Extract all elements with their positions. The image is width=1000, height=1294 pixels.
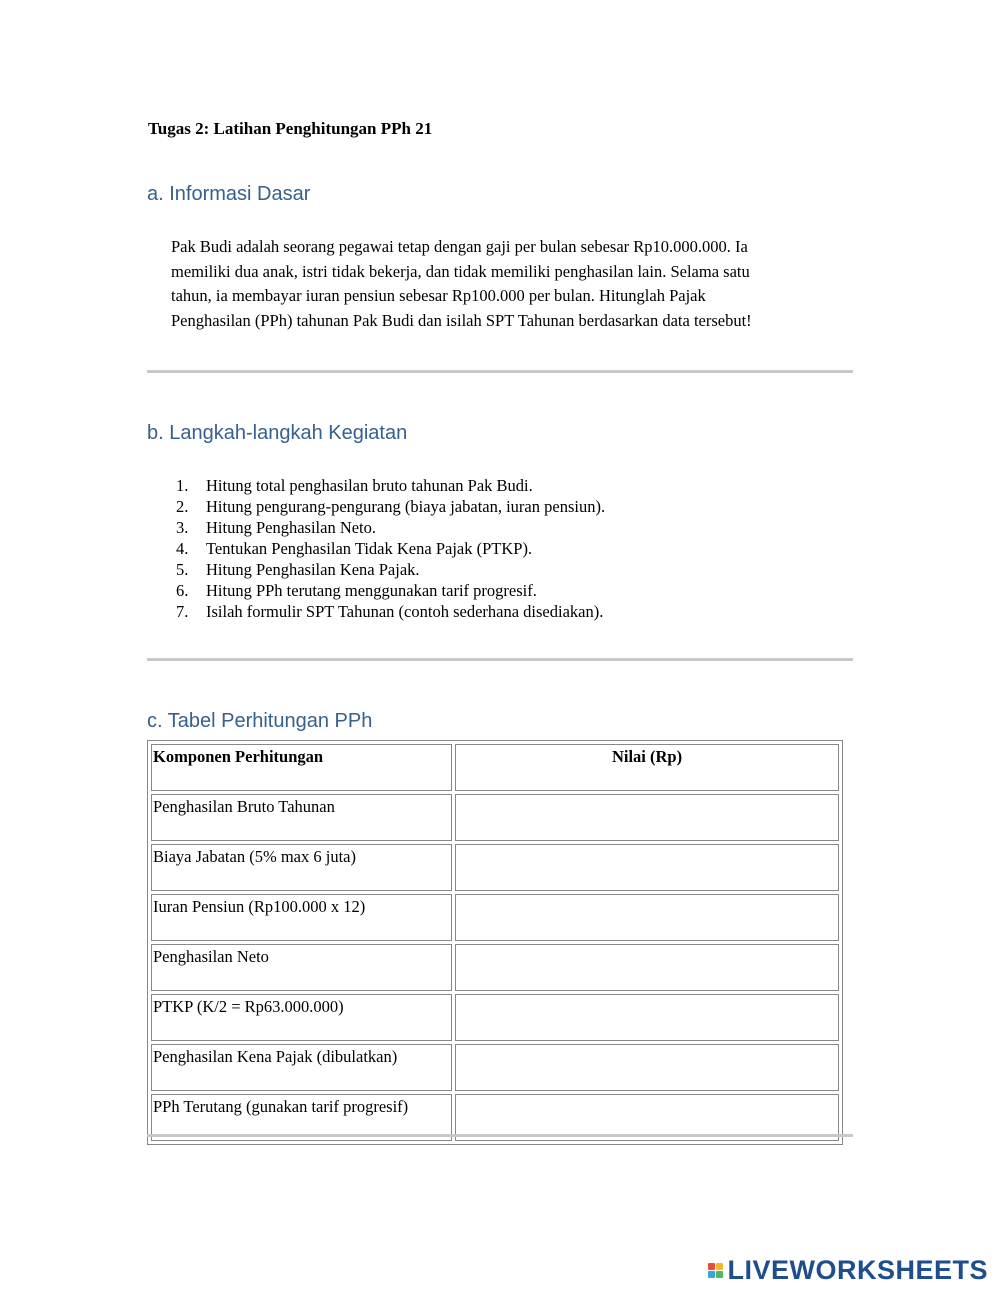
- logo-mark-icon: [708, 1263, 723, 1278]
- step-item: [176, 559, 605, 580]
- value-input-cell[interactable]: [455, 794, 839, 841]
- section-a-heading: a. Informasi Dasar: [147, 183, 311, 205]
- row-label: PTKP (K/2 = Rp63.000.000): [151, 994, 452, 1041]
- divider: [147, 658, 853, 661]
- divider: [147, 1134, 853, 1137]
- paragraph-line: tahun, ia membayar iuran pensiun sebesar Rp100.000 per bulan. Hitunglah Pajak: [171, 286, 706, 305]
- row-label: Biaya Jabatan (5% max 6 juta): [151, 844, 452, 891]
- step-text: Hitung pengurang-pengurang (biaya jabatan, iuran pensiun).: [206, 497, 606, 516]
- pph-calculation-table: [147, 740, 843, 1145]
- table-row: [151, 894, 839, 941]
- logo-text: LIVEWORKSHEETS: [727, 1255, 988, 1285]
- step-item: [176, 580, 605, 601]
- row-label: Penghasilan Bruto Tahunan: [151, 794, 452, 841]
- table-header-row: [151, 744, 839, 791]
- value-input-cell[interactable]: [455, 944, 839, 991]
- step-text: Hitung Penghasilan Kena Pajak.: [206, 560, 420, 579]
- step-text: Hitung total penghasilan bruto tahunan Pak Budi.: [206, 476, 533, 495]
- step-item: [176, 475, 605, 496]
- row-label: Penghasilan Kena Pajak (dibulatkan): [151, 1044, 452, 1091]
- section-b-heading: b. Langkah-langkah Kegiatan: [147, 422, 408, 444]
- step-item: [176, 496, 605, 517]
- value-input-cell[interactable]: [455, 894, 839, 941]
- logo-square: [708, 1271, 715, 1278]
- step-item: [176, 538, 605, 559]
- logo-square: [708, 1263, 715, 1270]
- paragraph-line: memiliki dua anak, istri tidak bekerja, dan tidak memiliki penghasilan lain. Selama satu: [171, 261, 750, 281]
- value-input-cell[interactable]: [455, 994, 839, 1041]
- value-input-cell[interactable]: [455, 844, 839, 891]
- step-number: 3.: [176, 518, 189, 537]
- table-row: [151, 794, 839, 841]
- task-title: Tugas 2: Latihan Penghitungan PPh 21: [148, 119, 433, 138]
- step-item: [176, 517, 605, 538]
- table-row: [151, 944, 839, 991]
- step-number: 4.: [176, 539, 189, 558]
- row-label: Iuran Pensiun (Rp100.000 x 12): [151, 894, 452, 941]
- divider: [147, 370, 853, 373]
- step-text: Isilah formulir SPT Tahunan (contoh sederhana disediakan).: [206, 602, 604, 621]
- value-input-cell[interactable]: [455, 1044, 839, 1091]
- paragraph-line: Pak Budi adalah seorang pegawai tetap dengan gaji per bulan sebesar Rp10.000.000. Ia: [171, 237, 748, 256]
- steps-list: [176, 475, 605, 622]
- step-number: 5.: [176, 560, 189, 579]
- column-header-component: Komponen Perhitungan: [151, 744, 452, 791]
- step-number: 7.: [176, 602, 189, 621]
- step-number: 1.: [176, 476, 189, 495]
- section-a-paragraph: [171, 235, 861, 333]
- paragraph-line: Penghasilan (PPh) tahunan Pak Budi dan isilah SPT Tahunan berdasarkan data tersebut!: [171, 310, 752, 330]
- step-item: [176, 601, 605, 622]
- section-c-heading: c. Tabel Perhitungan PPh: [147, 710, 373, 732]
- step-number: 2.: [176, 497, 189, 516]
- step-text: Tentukan Penghasilan Tidak Kena Pajak (PTKP).: [206, 539, 533, 558]
- logo-square: [716, 1263, 723, 1270]
- step-text: Hitung PPh terutang menggunakan tarif progresif.: [206, 581, 537, 600]
- table-row: [151, 844, 839, 891]
- logo-square: [716, 1271, 723, 1278]
- row-label: PPh Terutang (gunakan tarif progresif): [151, 1094, 452, 1141]
- table-row: [151, 994, 839, 1041]
- step-number: 6.: [176, 581, 189, 600]
- column-header-value: Nilai (Rp): [455, 744, 839, 791]
- row-label: Penghasilan Neto: [151, 944, 452, 991]
- liveworksheets-logo: [708, 1255, 988, 1286]
- step-text: Hitung Penghasilan Neto.: [206, 518, 377, 537]
- table-row: [151, 1044, 839, 1091]
